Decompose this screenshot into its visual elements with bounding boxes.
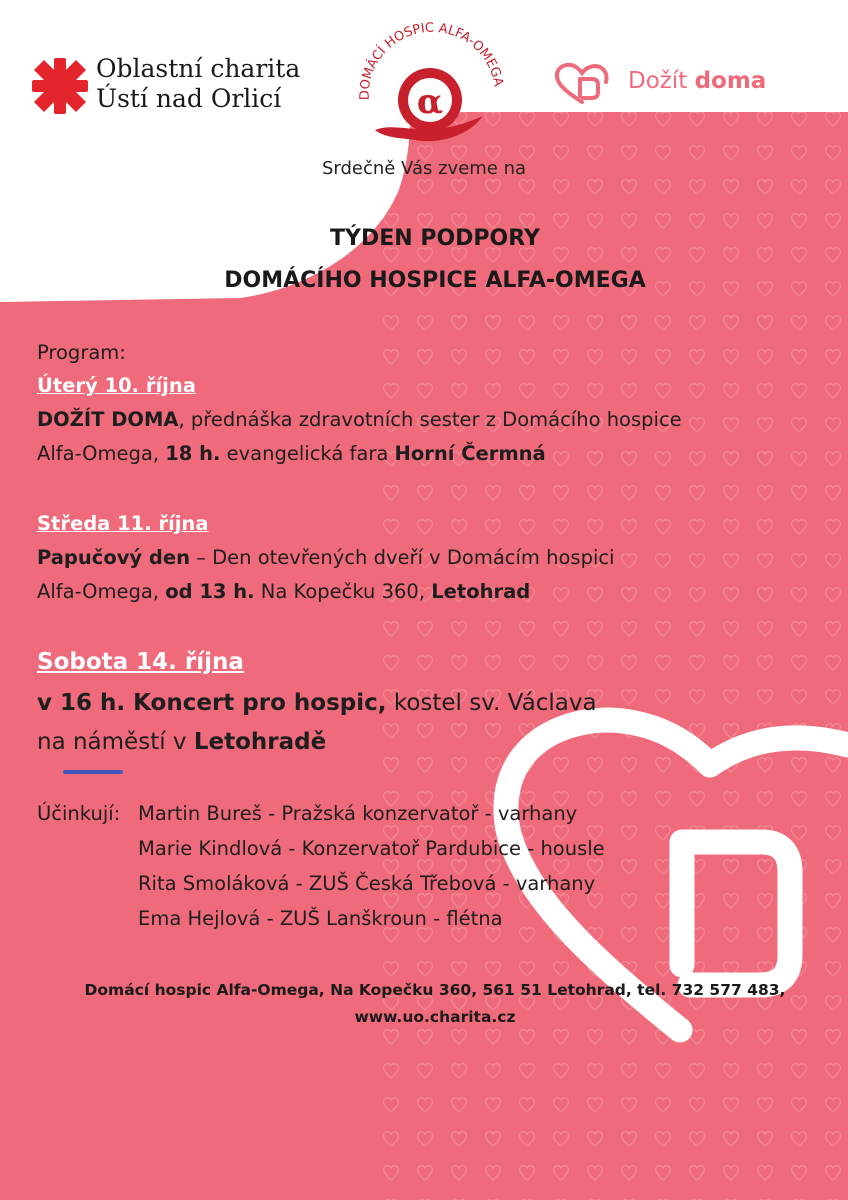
performer-item: Marie Kindlová - Konzervatoř Pardubice - housle [138, 837, 605, 860]
day3-line2: na náměstí v Letohradě [37, 729, 327, 755]
charita-line2: Ústí nad Orlicí [96, 84, 282, 113]
day1-line1: DOŽÍT DOMA, přednáška zdravotních sester z Domácího hospice [37, 408, 682, 431]
footer-website: www.uo.charita.cz [354, 1008, 516, 1026]
dozit-doma-logo [552, 62, 767, 110]
charita-line1: Oblastní charita [96, 54, 301, 83]
hospic-logo-text: DOMÁCÍ HOSPIC ALFA-OMEGA [357, 20, 505, 101]
heart-d-icon [552, 62, 612, 106]
title-line2: DOMÁCÍHO HOSPICE ALFA-OMEGA [224, 268, 646, 293]
title-line1: TÝDEN PODPORY [330, 226, 540, 251]
day2-line1: Papučový den – Den otevřených dveří v Domácím hospici [37, 546, 615, 569]
day3-line1: v 16 h. Koncert pro hospic, kostel sv. Václava [37, 690, 597, 716]
white-top-shape [0, 0, 411, 302]
performer-item: Ema Hejlová - ZUŠ Lanškroun - flétna [138, 907, 503, 930]
alfa-omega-icon [355, 20, 505, 150]
day1-date: Úterý 10. října [37, 374, 196, 397]
footer-address: Domácí hospic Alfa-Omega, Na Kopečku 360, 561 51 Letohrad, tel. 732 577 483, [84, 981, 786, 999]
performer-item: Martin Bureš - Pražská konzervatoř - varhany [138, 802, 578, 825]
blue-divider [63, 770, 123, 774]
program-label: Program: [37, 341, 126, 364]
dozit-brand-bold: doma [694, 68, 767, 94]
invite-text: Srdečně Vás zveme na [321, 158, 527, 179]
day1-line2: Alfa-Omega, 18 h. evangelická fara Horní Čermná [37, 442, 546, 465]
svg-text:α: α [416, 82, 444, 122]
charita-logo [30, 54, 301, 120]
charita-cross-icon [30, 56, 90, 116]
performer-item: Rita Smoláková - ZUŠ Česká Třebová - varhany [138, 872, 596, 895]
performers-label: Účinkují: [37, 802, 121, 825]
hospic-alfa-omega-logo [355, 20, 505, 154]
day2-date: Středa 11. října [37, 512, 209, 535]
day3-date: Sobota 14. října [37, 649, 244, 675]
day2-line2: Alfa-Omega, od 13 h. Na Kopečku 360, Letohrad [37, 580, 531, 603]
dozit-brand-light: Dožít [628, 68, 688, 94]
